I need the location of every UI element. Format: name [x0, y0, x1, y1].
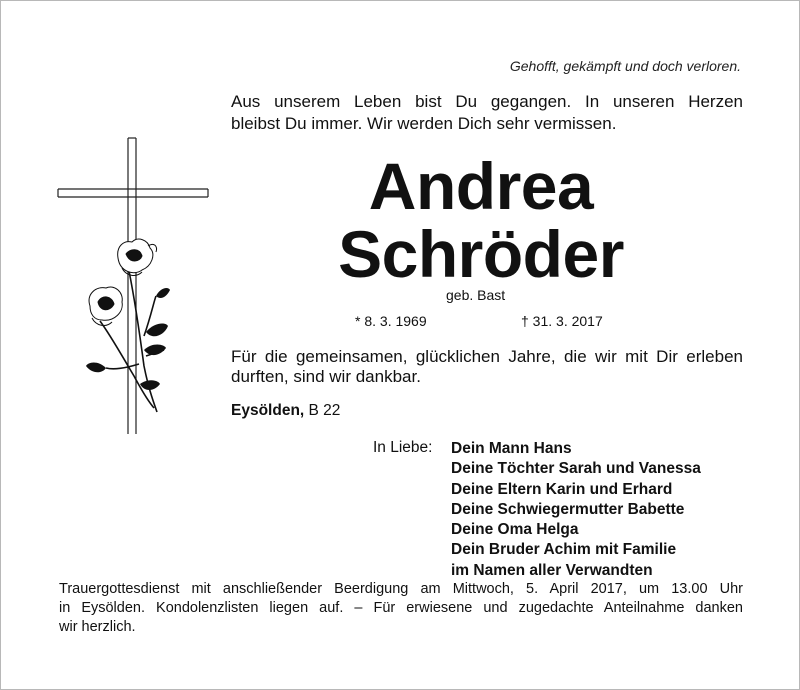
place-address — [231, 402, 340, 420]
cross-with-rose-icon — [56, 136, 216, 436]
service-line: Trauergottesdienst mit anschließender Beerdigung am Mittwoch, 5. April 2017, um 13.00 Uhr — [59, 581, 743, 597]
intro-text — [231, 91, 743, 135]
mourner-entry: im Namen aller Verwandten — [451, 561, 653, 579]
deceased-last-name: Schröder — [338, 217, 624, 291]
thanks-line: durften, sind wir dankbar. — [231, 367, 421, 386]
service-line: in Eysölden. Kondolenzlisten liegen auf. – Für erwiesene und zugedachte Anteilnahme danken — [59, 600, 743, 616]
mourners-label: In Liebe: — [373, 439, 433, 456]
mourner-entry: Deine Eltern Karin und Erhard — [451, 480, 673, 498]
death-date: † 31. 3. 2017 — [521, 313, 603, 329]
mourner-entry: Deine Oma Helga — [451, 521, 579, 539]
maiden-name: geb. Bast — [446, 287, 506, 303]
mourner-entry: Dein Bruder Achim mit Familie — [451, 541, 677, 559]
thanks-line: Für die gemeinsamen, glücklichen Jahre, die wir mit Dir erleben — [231, 347, 743, 366]
town-name: Eysölden, — [231, 402, 305, 419]
thanks-text — [231, 347, 743, 387]
mourner-entry: Deine Schwiegermutter Babette — [451, 500, 685, 518]
street-address: B 22 — [308, 402, 341, 419]
service-line: wir herzlich. — [59, 619, 136, 635]
intro-line: bleibst Du immer. Wir werden Dich sehr vermissen. — [231, 114, 617, 133]
deceased-first-name: Andrea — [368, 149, 594, 223]
mourner-entry: Deine Töchter Sarah und Vanessa — [451, 460, 701, 478]
mourner-entry: Dein Mann Hans — [451, 440, 572, 457]
birth-date: * 8. 3. 1969 — [355, 313, 427, 329]
funeral-service-info — [59, 580, 743, 637]
mourners-list — [451, 439, 701, 581]
motto-quote: Gehofft, gekämpft und doch verloren. — [509, 58, 741, 74]
intro-line: Aus unserem Leben bist Du gegangen. In unseren Herzen — [231, 92, 743, 111]
